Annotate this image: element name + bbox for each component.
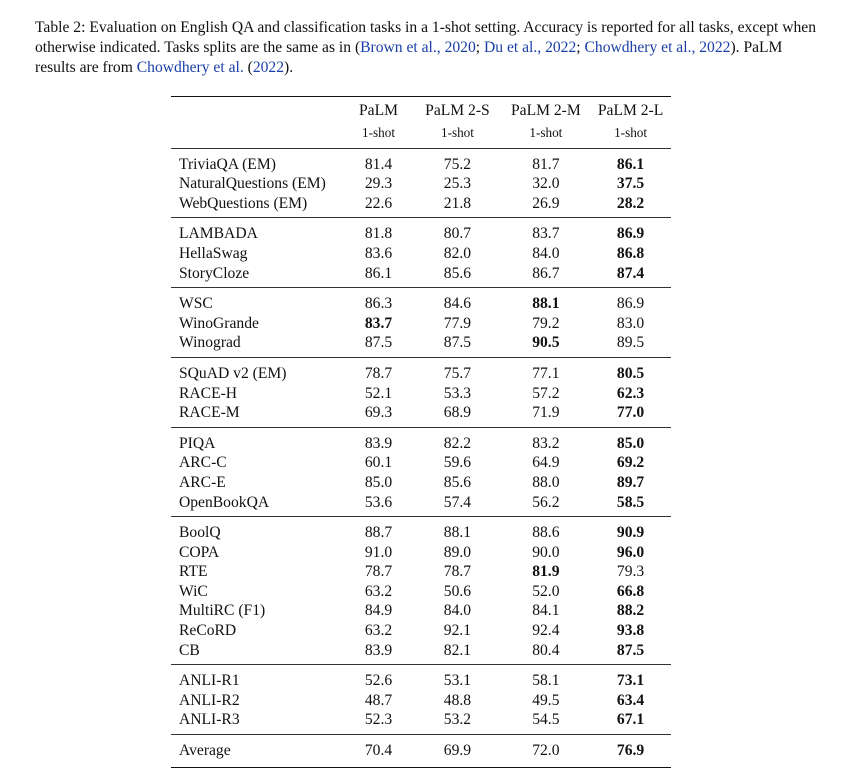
score-cell: 86.9 [616,225,645,243]
score-cell: 59.6 [443,454,472,472]
score-cell: 83.9 [364,641,393,659]
score-cell: 93.8 [616,622,645,640]
table-row [171,493,671,517]
score-cell: 73.1 [616,672,645,690]
score-cell: 88.6 [532,524,560,542]
score-cell: 87.5 [443,334,472,352]
table-row [171,621,671,641]
citation-link-chowdhery-year[interactable]: 2022 [252,59,285,76]
table-row [171,314,671,334]
score-cell: 60.1 [364,454,393,472]
task-name-cell: TriviaQA (EM) [179,155,276,173]
score-cell: 37.5 [616,175,645,193]
table-row [171,517,671,543]
table-row [171,473,671,493]
score-cell: 88.2 [616,602,645,620]
score-cell: 80.4 [532,641,560,659]
table-row [171,174,671,194]
score-cell: 96.0 [616,543,645,561]
score-cell: 83.7 [532,225,560,243]
score-cell: 28.2 [616,194,645,212]
score-cell: 77.0 [616,404,645,422]
score-cell: 84.6 [443,295,472,313]
score-cell: 53.3 [443,384,472,402]
score-cell: 84.0 [443,602,472,620]
score-cell: 29.3 [364,175,393,193]
table-row [171,264,671,288]
task-name-cell: WebQuestions (EM) [179,194,308,212]
score-cell: 69.3 [364,404,393,422]
header-palm2-m: PaLM 2-M [510,102,581,120]
score-cell: 76.9 [616,742,645,760]
score-cell: 81.4 [364,155,393,173]
header-palm: PaLM [359,102,398,120]
subheader-palm2-m: 1-shot [529,125,563,140]
task-name-cell: WiC [179,582,208,600]
task-name-cell: ANLI-R2 [179,691,240,709]
score-cell: 85.6 [443,473,472,491]
caption-separator: ; [576,39,585,56]
subheader-palm: 1-shot [362,125,395,140]
score-cell: 52.1 [364,384,393,402]
task-name-cell: ANLI-R1 [179,672,240,690]
score-cell: 53.2 [443,711,472,729]
score-cell: 52.6 [364,672,393,690]
table-row [171,403,671,427]
task-name-cell: RACE-M [179,404,240,422]
table-body [171,148,671,767]
score-cell: 63.4 [616,691,645,709]
table-row [171,453,671,473]
subheader-palm2-l: 1-shot [614,125,648,140]
citation-link-chowdhery-2022[interactable]: Chowdhery et al., 2022 [584,39,731,56]
score-cell: 83.6 [364,244,393,262]
table-row [171,641,671,665]
caption-text: ). PaLM results are from [35,39,783,76]
score-cell: 48.8 [443,691,472,709]
score-cell: 83.0 [616,314,645,332]
score-cell: 56.2 [532,493,560,511]
score-cell: 25.3 [443,175,472,193]
task-name-cell: Winograd [179,334,241,352]
task-name-cell: RTE [179,563,208,581]
task-name-cell: CB [179,641,200,659]
score-cell: 86.7 [532,264,560,282]
score-cell: 89.7 [616,473,645,491]
score-cell: 87.5 [364,334,393,352]
score-cell: 72.0 [532,742,560,760]
score-cell: 52.0 [532,582,560,600]
average-row [171,735,671,768]
task-name-cell: COPA [179,543,220,561]
score-cell: 80.7 [443,225,472,243]
table-row [171,710,671,734]
task-name-cell: BoolQ [179,524,221,542]
table-row [171,562,671,582]
table-row [171,691,671,711]
task-name-cell: ARC-E [179,473,226,491]
score-cell: 89.0 [443,543,472,561]
task-name-cell: WinoGrande [179,314,259,332]
header-row [171,97,671,122]
score-cell: 86.1 [364,264,393,282]
task-name-cell: PIQA [179,434,216,452]
score-cell: 86.3 [364,295,393,313]
score-cell: 58.5 [616,493,645,511]
task-name-cell: NaturalQuestions (EM) [179,175,326,193]
caption-text: Table 2: Evaluation on English QA and classification tasks in a 1-shot setting. Accuracy is reported for all tasks, except when otherwise indicated. Tasks splits are the same as in ( [35,19,816,56]
score-cell: 85.6 [443,264,472,282]
score-cell: 86.1 [616,155,645,173]
score-cell: 79.3 [616,563,645,581]
table-row [171,384,671,404]
task-name-cell: HellaSwag [179,244,248,262]
score-cell: 77.1 [532,364,560,382]
header-palm2-l: PaLM 2-L [597,102,664,120]
score-cell: 67.1 [616,711,645,729]
table-row [171,288,671,314]
score-cell: 22.6 [364,194,393,212]
table-row [171,601,671,621]
subheader-row [171,121,671,148]
results-table-container [171,96,671,768]
task-name-cell: ANLI-R3 [179,711,240,729]
table-row [171,582,671,602]
score-cell: 83.7 [364,314,393,332]
score-cell: 57.2 [532,384,560,402]
task-name-cell: ReCoRD [179,622,237,640]
score-cell: 21.8 [443,194,472,212]
task-name-cell: RACE-H [179,384,238,402]
score-cell: 86.9 [616,295,645,313]
score-cell: 69.9 [443,742,472,760]
score-cell: 78.7 [443,563,472,581]
table-caption [35,18,825,78]
score-cell: 66.8 [616,582,645,600]
score-cell: 69.2 [616,454,645,472]
score-cell: 77.9 [443,314,472,332]
score-cell: 70.4 [364,742,393,760]
score-cell: 84.9 [364,602,393,620]
table-row [171,194,671,218]
table-row [171,357,671,383]
score-cell: 90.9 [616,524,645,542]
score-cell: 54.5 [532,711,560,729]
task-name-cell: MultiRC (F1) [179,602,266,620]
score-cell: 57.4 [443,493,472,511]
citation-link-du-2022[interactable]: Du et al., 2022 [484,39,577,56]
task-name-cell: Average [179,742,231,760]
score-cell: 48.7 [364,691,393,709]
task-name-cell: SQuAD v2 (EM) [179,364,287,382]
header-palm2-s: PaLM 2-S [425,102,490,120]
score-cell: 88.7 [364,524,393,542]
score-cell: 53.1 [443,672,472,690]
score-cell: 85.0 [616,434,645,452]
header-task-cell [171,97,344,122]
score-cell: 78.7 [364,563,393,581]
score-cell: 92.1 [443,622,472,640]
score-cell: 89.5 [616,334,645,352]
score-cell: 79.2 [532,314,560,332]
score-cell: 26.9 [532,194,560,212]
score-cell: 83.2 [532,434,560,452]
score-cell: 83.9 [364,434,393,452]
table-row [171,148,671,174]
score-cell: 82.0 [443,244,472,262]
score-cell: 87.5 [616,641,645,659]
table-row [171,665,671,691]
score-cell: 49.5 [532,691,560,709]
caption-text: ( [243,59,253,76]
score-cell: 68.9 [443,404,472,422]
score-cell: 50.6 [443,582,472,600]
score-cell: 90.0 [532,543,560,561]
score-cell: 63.2 [364,582,393,600]
table-row [171,543,671,563]
table-row [171,218,671,244]
score-cell: 81.8 [364,225,393,243]
score-cell: 75.2 [443,155,472,173]
caption-text: ). [284,59,294,76]
table-row [171,244,671,264]
score-cell: 63.2 [364,622,393,640]
score-cell: 84.0 [532,244,560,262]
score-cell: 91.0 [364,543,393,561]
score-cell: 90.5 [532,334,560,352]
score-cell: 86.8 [616,244,645,262]
score-cell: 58.1 [532,672,560,690]
score-cell: 64.9 [532,454,560,472]
score-cell: 88.1 [443,524,472,542]
citation-link-chowdhery-authors[interactable]: Chowdhery et al. [136,59,244,76]
task-name-cell: ARC-C [179,454,227,472]
score-cell: 82.2 [443,434,472,452]
score-cell: 71.9 [532,404,560,422]
task-name-cell: WSC [179,295,213,313]
score-cell: 85.0 [364,473,393,491]
score-cell: 88.0 [532,473,560,491]
score-cell: 87.4 [616,264,645,282]
subheader-task-cell [171,121,344,148]
results-table [171,96,671,768]
score-cell: 92.4 [532,622,560,640]
citation-link-brown-2020[interactable]: Brown et al., 2020 [360,39,476,56]
score-cell: 84.1 [532,602,560,620]
task-name-cell: StoryCloze [179,264,250,282]
table-row [171,333,671,357]
caption-separator: ; [475,39,485,56]
score-cell: 32.0 [532,175,560,193]
table-row [171,427,671,453]
score-cell: 88.1 [532,295,560,313]
score-cell: 81.9 [532,563,560,581]
score-cell: 78.7 [364,364,393,382]
score-cell: 80.5 [616,364,645,382]
score-cell: 81.7 [532,155,560,173]
score-cell: 82.1 [443,641,472,659]
score-cell: 62.3 [616,384,645,402]
subheader-palm2-s: 1-shot [440,125,474,140]
task-name-cell: LAMBADA [179,225,258,243]
score-cell: 52.3 [364,711,393,729]
score-cell: 75.7 [443,364,472,382]
score-cell: 53.6 [364,493,393,511]
task-name-cell: OpenBookQA [179,493,270,511]
